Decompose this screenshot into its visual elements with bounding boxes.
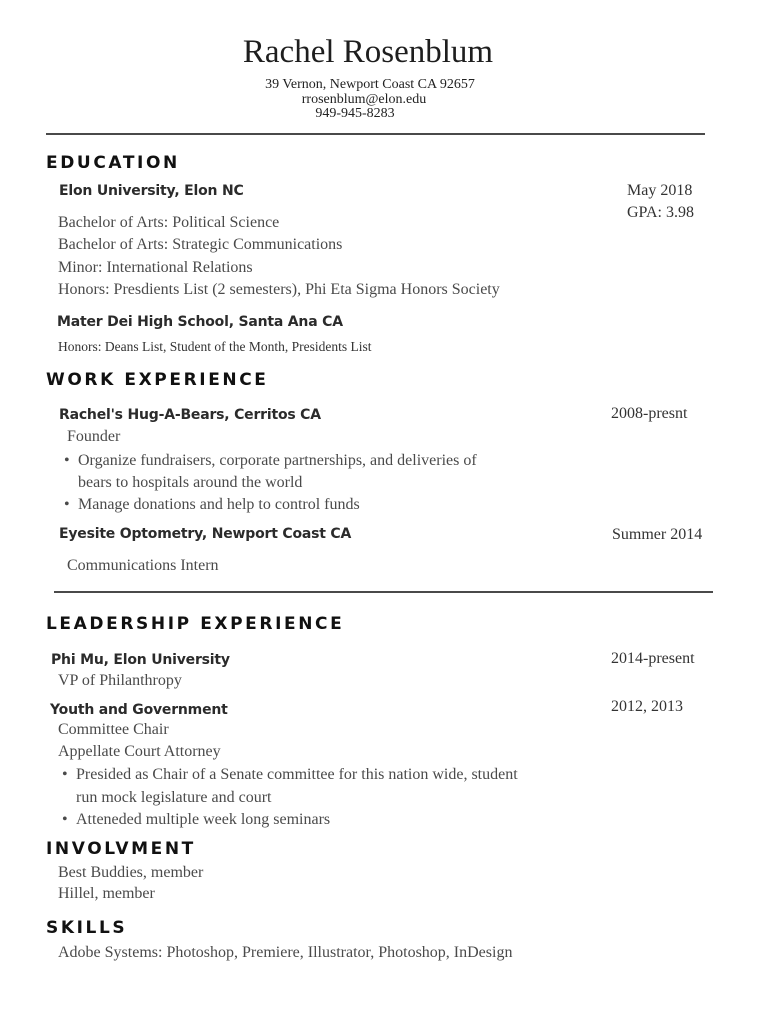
hug-date: 2008-presnt bbox=[611, 405, 688, 422]
phone: 949-945-8283 bbox=[315, 106, 395, 121]
elon-gpa: GPA: 3.98 bbox=[627, 204, 694, 221]
elon-line: Minor: International Relations bbox=[58, 259, 253, 276]
phimu-date: 2014-present bbox=[611, 650, 695, 667]
eyesite-role: Communications Intern bbox=[67, 557, 219, 574]
hug-bullet: • Manage donations and help to control funds bbox=[78, 496, 360, 514]
phimu-role: VP of Philanthropy bbox=[58, 672, 182, 689]
education-heading: EDUCATION bbox=[46, 153, 180, 173]
work-heading: WORK EXPERIENCE bbox=[46, 370, 269, 390]
elon-org: Elon University, Elon NC bbox=[59, 183, 244, 199]
materdei-org: Mater Dei High School, Santa Ana CA bbox=[57, 314, 343, 330]
elon-line: Bachelor of Arts: Strategic Communications bbox=[58, 236, 343, 253]
involvement-item: Best Buddies, member bbox=[58, 864, 204, 881]
materdei-honors: Honors: Deans List, Student of the Month, Presidents List bbox=[58, 339, 372, 354]
hug-bullet: • Organize fundraisers, corporate partnerships, and deliveries of bbox=[78, 452, 477, 470]
email: rrosenblum@elon.edu bbox=[301, 92, 427, 107]
work-divider bbox=[54, 591, 713, 593]
hug-bullet-cont: bears to hospitals around the world bbox=[78, 474, 303, 491]
involvement-item: Hillel, member bbox=[58, 885, 155, 902]
youth-org: Youth and Government bbox=[50, 702, 228, 718]
elon-date: May 2018 bbox=[627, 182, 693, 199]
elon-line: Bachelor of Arts: Political Science bbox=[58, 214, 280, 231]
header-divider bbox=[46, 133, 705, 135]
involvement-heading: INVOLVMENT bbox=[46, 839, 196, 859]
skills-line: Adobe Systems: Photoshop, Premiere, Illustrator, Photoshop, InDesign bbox=[58, 944, 513, 961]
skills-heading: SKILLS bbox=[46, 918, 128, 938]
youth-date: 2012, 2013 bbox=[611, 698, 683, 715]
youth-role: Appellate Court Attorney bbox=[58, 743, 221, 760]
resume-name: Rachel Rosenblum bbox=[242, 34, 494, 70]
address: 39 Vernon, Newport Coast CA 92657 bbox=[265, 77, 475, 92]
youth-role: Committee Chair bbox=[58, 721, 169, 738]
youth-bullet: • Atteneded multiple week long seminars bbox=[76, 811, 330, 829]
phimu-org: Phi Mu, Elon University bbox=[51, 652, 230, 668]
youth-bullet-cont: run mock legislature and court bbox=[76, 789, 272, 806]
leadership-heading: LEADERSHIP EXPERIENCE bbox=[46, 614, 345, 634]
youth-bullet: • Presided as Chair of a Senate committee for this nation wide, student bbox=[76, 766, 518, 784]
eyesite-date: Summer 2014 bbox=[612, 526, 703, 543]
elon-line: Honors: Presdients List (2 semesters), Phi Eta Sigma Honors Society bbox=[58, 281, 500, 298]
hug-org: Rachel's Hug-A-Bears, Cerritos CA bbox=[59, 407, 321, 423]
eyesite-org: Eyesite Optometry, Newport Coast CA bbox=[59, 526, 352, 542]
hug-role: Founder bbox=[67, 428, 121, 445]
